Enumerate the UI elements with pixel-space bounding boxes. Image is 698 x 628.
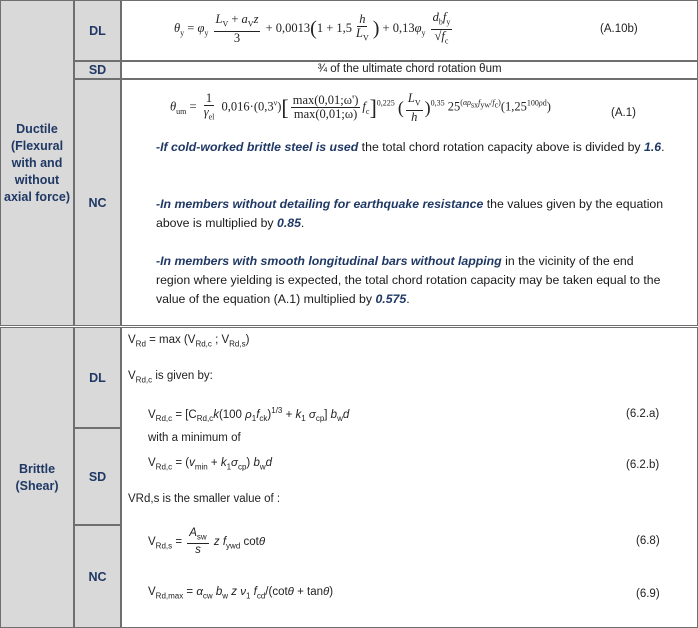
level-sd-brittle <box>74 428 121 525</box>
content-brittle <box>121 327 698 628</box>
level-label: NC <box>88 569 107 584</box>
equation-6-8: $V_{Rd,s}$ = $\frac{A_{sw}}{s}$ z $f_{ywd}$ cotθ <box>148 527 266 557</box>
content-ductile-nc <box>121 79 698 327</box>
note-end: . <box>300 216 305 230</box>
category-brittle <box>0 327 74 628</box>
equation-label-6-9: (6.9) <box>636 588 660 600</box>
equation-label-a1: (A.1) <box>611 107 636 119</box>
equation-label-a10b: (A.10b) <box>600 23 638 35</box>
sd-text: ¾ of the ultimate chord rotation θum <box>317 63 502 75</box>
equation-6-2-b: $V_{Rd,c} = (v_{min} + k_1\sigma_{cp})$ $b_wd$ <box>148 457 273 472</box>
equation-6-2-a: $V_{Rd,c} = [C_{Rd,c}k(100$ $\rho_1f_{ck})^{1/3} + k_1$ $\sigma_{cp}$] $b_wd$ <box>148 406 350 424</box>
equation-a1: $\theta_{um}$ = $\frac{1}{\gamma_{el}}$ $0,016\cdot(0,3^\nu)$[ $\frac{\max(0,01;\omega')}{\max(0,01;\omega)}$ $f_c]^{0,225}$ ( $\frac{L_V}{h}$ )$^{0,35}$ $25^{(\alpha\rho_{sx}f_{yw}/f_c)}(1,25^{100\rho d})$ <box>170 91 551 124</box>
equation-label-6-8: (6.8) <box>636 535 660 547</box>
note-text: the total chord rotation capacity above is divided by <box>358 140 644 154</box>
level-dl-ductile <box>74 0 121 61</box>
level-label: DL <box>89 370 106 385</box>
vrds-text: VRd,s is the smaller value of : <box>128 493 281 505</box>
note-bold: -In members without detailing for earthquake resistance <box>156 197 484 211</box>
note-smooth-bars <box>156 252 671 309</box>
note-no-detailing <box>156 195 666 233</box>
vrd-max-equation: $V_{Rd} = \max (V_{Rd,c}$ ; $V_{Rd,s}$) <box>128 334 250 349</box>
category-ductile-label: Ductile (Flexural with and without axial force) <box>4 122 71 204</box>
level-sd-ductile <box>74 61 121 79</box>
equation-6-9: $V_{Rd,max} = \alpha_{cw}$ $b_w$ z $\nu_1$ $f_{cd}/(\cot\theta + \tan\theta)$ <box>148 586 334 601</box>
level-nc-ductile <box>74 79 121 327</box>
equation-label-6-2-a: (6.2.a) <box>626 408 660 420</box>
content-ductile-sd <box>121 61 698 79</box>
note-text: in the vicinity of the end region where yielding is expected, the total chord rotation capacity may be taken equal to the value of the equation (A.1) multiplied by <box>156 254 661 306</box>
note-bold: -In members with smooth longitudinal bars without lapping <box>156 254 502 268</box>
level-label: SD <box>88 63 107 77</box>
note-cold-worked-steel <box>156 138 666 157</box>
equation-label-6-2-b: (6.2.b) <box>626 459 660 471</box>
note-text: the values given by the equation above is multiplied by <box>156 197 664 230</box>
equation-a10b: $\theta_y = \varphi_y$ $\frac{L_V + a_Vz}{3}$ + 0,0013(1 + 1,5 $\frac{h}{L_V}$ ) + $0,13\varphi_y$ $\frac{d_bf_y}{√f_c}$ <box>174 10 451 45</box>
vrdc-given-by: $V_{Rd,c}$ is given by: <box>128 370 213 385</box>
with-minimum: with a minimum of <box>148 432 241 444</box>
content-ductile-dl <box>121 0 698 61</box>
note-value: 0.575 <box>375 292 407 306</box>
section-divider <box>0 325 698 328</box>
level-label: NC <box>88 196 107 210</box>
category-ductile <box>0 0 74 327</box>
level-label: SD <box>88 469 107 484</box>
given-by-text: is given by: <box>155 370 213 382</box>
category-brittle-label: Brittle (Shear) <box>15 461 59 493</box>
note-bold: -If cold-worked brittle steel is used <box>156 140 359 154</box>
note-value: 0.85 <box>276 216 301 230</box>
note-value: 1.6 <box>644 140 662 154</box>
level-dl-brittle <box>74 327 121 428</box>
note-end: . <box>406 292 410 306</box>
level-nc-brittle <box>74 525 121 628</box>
note-end: . <box>661 140 665 154</box>
level-label: DL <box>89 23 106 38</box>
